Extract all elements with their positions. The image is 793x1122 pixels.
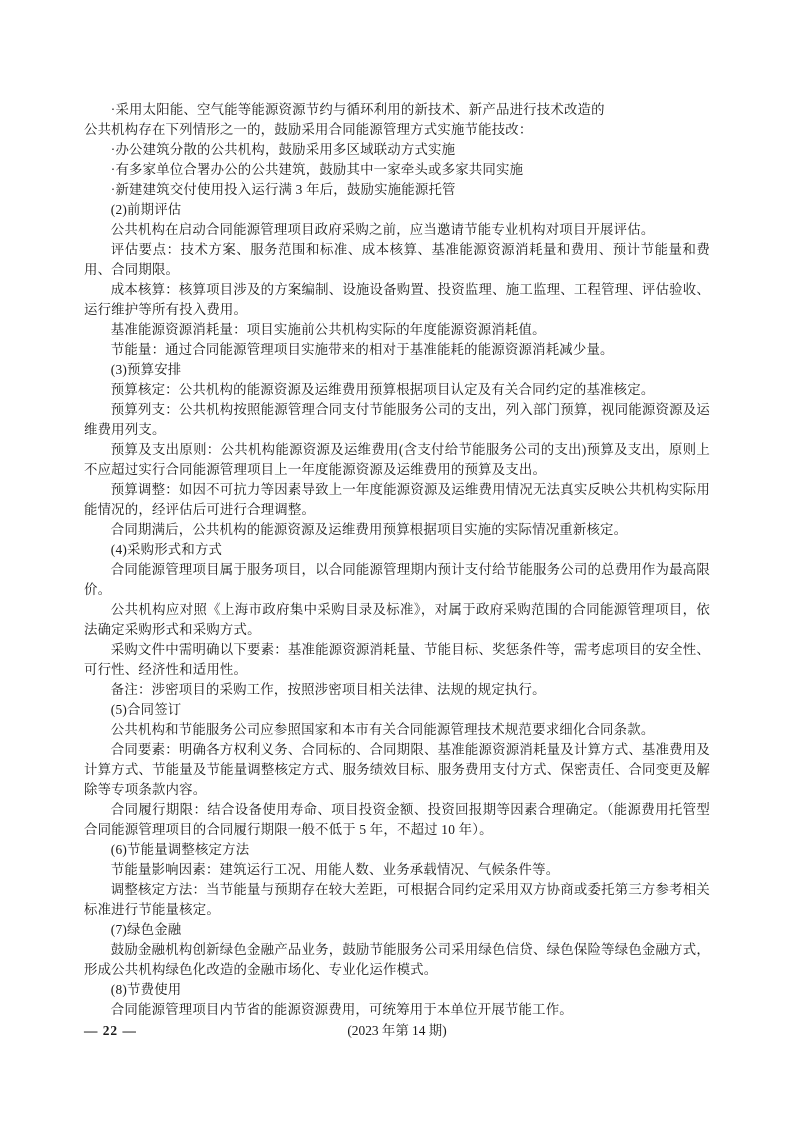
page-number: — 22 — [84, 1023, 137, 1038]
paragraph: 节能量：通过合同能源管理项目实施带来的相对于基准能耗的能源资源消耗减少量。 [110, 342, 614, 357]
section-heading: (8)节费使用 [110, 982, 182, 997]
section-heading: (6)节能量调整核定方法 [110, 842, 250, 857]
paragraph: 评估要点：技术方案、服务范围和标准、成本核算、基准能源资源消耗量和费用、预计节能量和费用、合同期限。 [84, 242, 710, 277]
paragraph: 预算及支出原则：公共机构能源资源及运维费用(含支付给节能服务公司的支出)预算及支出，原则上不应超过实行合同能源管理项目上一年度能源资源及运维费用的预算及支出。 [84, 442, 710, 477]
section-heading: (3)预算安排 [110, 362, 182, 377]
page-footer [84, 1021, 710, 1041]
paragraph: 调整核定方法：当节能量与预期存在较大差距，可根据合同约定采用双方协商或委托第三方参考相关标准进行节能量核定。 [84, 882, 710, 917]
paragraph: 基准能源资源消耗量：项目实施前公共机构实际的年度能源资源消耗值。 [110, 322, 546, 337]
paragraph: 采购文件中需明确以下要素：基准能源资源消耗量、节能目标、奖惩条件等，需考虑项目的安全性、可行性、经济性和适用性。 [84, 642, 710, 677]
paragraph: 预算核定：公共机构的能源资源及运维费用预算根据项目认定及有关合同约定的基准核定。 [110, 382, 655, 397]
bullet-item: ·采用太阳能、空气能等能源资源节约与循环利用的新技术、新产品进行技术改造的 [110, 102, 605, 117]
paragraph: 合同履行期限：结合设备使用寿命、项目投资金额、投资回报期等因素合理确定。（能源费用托管型合同能源管理项目的合同履行期限一般不低于 5 年，不超过 10 年）。 [84, 802, 710, 837]
document-body [84, 100, 710, 1020]
bullet-item: ·有多家单位合署办公的公共建筑，鼓励其中一家牵头或多家共同实施 [110, 162, 524, 177]
bullet-item: ·新建建筑交付使用投入运行满 3 年后，鼓励实施能源托管 [110, 182, 456, 197]
paragraph: 公共机构在启动合同能源管理项目政府采购之前，应当邀请节能专业机构对项目开展评估。 [110, 222, 655, 237]
paragraph: 预算调整：如因不可抗力等因素导致上一年度能源资源及运维费用情况无法真实反映公共机构实际用能情况的，经评估后可进行合理调整。 [84, 482, 710, 517]
paragraph: 合同能源管理项目内节省的能源资源费用，可统筹用于本单位开展节能工作。 [110, 1002, 573, 1017]
section-heading: (5)合同签订 [110, 702, 182, 717]
bullet-item: ·办公建筑分散的公共机构，鼓励采用多区域联动方式实施 [110, 142, 456, 157]
issue-label: (2023 年第 14 期) [347, 1023, 447, 1038]
section-heading: (4)采购形式和方式 [110, 542, 223, 557]
paragraph: 鼓励金融机构创新绿色金融产品业务，鼓励节能服务公司采用绿色信贷、绿色保险等绿色金融方式，形成公共机构绿色化改造的金融市场化、专业化运作模式。 [84, 942, 710, 977]
paragraph: 成本核算：核算项目涉及的方案编制、设施设备购置、投资监理、施工监理、工程管理、评估验收、运行维护等所有投入费用。 [84, 282, 710, 317]
paragraph: 节能量影响因素：建筑运行工况、用能人数、业务承载情况、气候条件等。 [110, 862, 560, 877]
paragraph: 公共机构存在下列情形之一的，鼓励采用合同能源管理方式实施节能技改： [84, 122, 533, 137]
paragraph: 公共机构应对照《上海市政府集中采购目录及标准》，对属于政府采购范围的合同能源管理项目，依法确定采购形式和采购方式。 [84, 602, 710, 637]
paragraph: 合同期满后，公共机构的能源资源及运维费用预算根据项目实施的实际情况重新核定。 [110, 522, 628, 537]
paragraph: 备注：涉密项目的采购工作，按照涉密项目相关法律、法规的规定执行。 [110, 682, 546, 697]
paragraph: 合同能源管理项目属于服务项目，以合同能源管理期内预计支付给节能服务公司的总费用作为最高限价。 [84, 562, 710, 597]
paragraph: 合同要素：明确各方权利义务、合同标的、合同期限、基准能源资源消耗量及计算方式、基准费用及计算方式、节能量及节能量调整核定方式、服务绩效目标、服务费用支付方式、保密责任、合同变更及解除等专项条款内容。 [84, 742, 710, 797]
paragraph: 公共机构和节能服务公司应参照国家和本市有关合同能源管理技术规范要求细化合同条款。 [110, 722, 655, 737]
section-heading: (2)前期评估 [110, 202, 182, 217]
paragraph: 预算列支：公共机构按照能源管理合同支付节能服务公司的支出，列入部门预算，视同能源资源及运维费用列支。 [84, 402, 710, 437]
section-heading: (7)绿色金融 [110, 922, 182, 937]
